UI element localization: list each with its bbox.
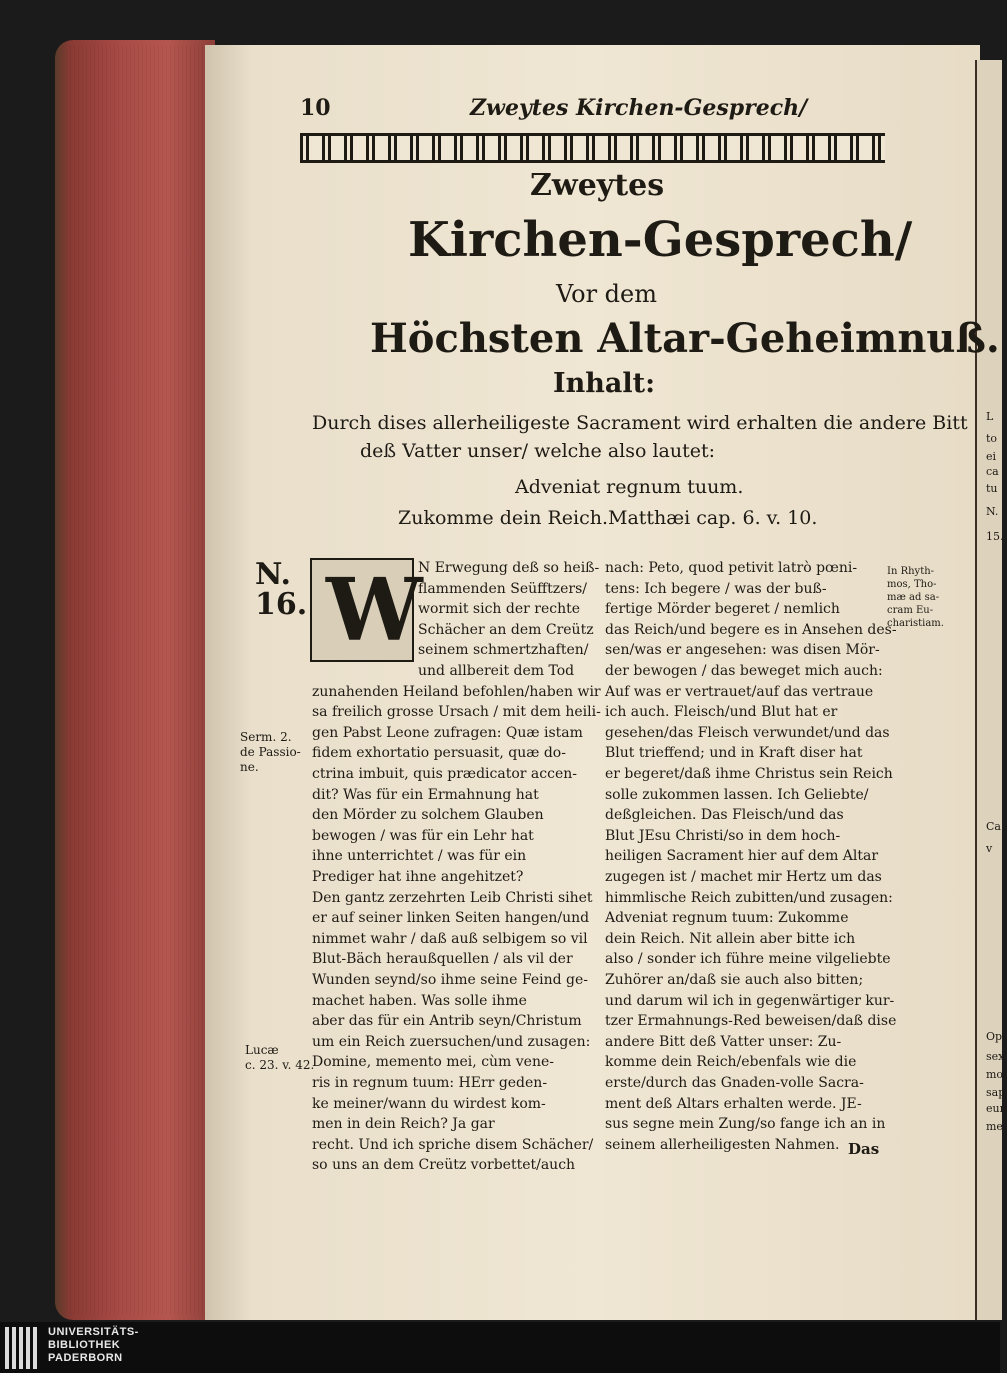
left-column-line: dit? Was für ein Ermahnung hat [312,786,539,803]
library-footer [0,1322,1000,1373]
left-column-line: Schächer an dem Creütz [418,621,594,638]
left-column-line: ris in regnum tuum: HErr geden- [312,1075,548,1091]
right-column-line: ich auch. Fleisch/und Blut hat er [605,704,838,721]
next-page-fragment: Op [986,1030,1003,1043]
next-page-fragment: Ca [986,820,1001,833]
left-column-line: ke meiner/wann du wirdest kom- [312,1095,546,1112]
right-column-line: erste/durch das Gnaden-volle Sacra- [605,1075,864,1091]
margin-note-line: charistiam. [887,618,944,629]
left-column-line: er auf seiner linken Seiten hangen/und [312,910,590,927]
left-column-line: recht. Und ich spriche disem Schächer/ [312,1136,594,1153]
right-column-line: komme dein Reich/ebenfals wie die [605,1054,857,1071]
inhalt-heading: Inhalt: [553,368,656,399]
left-column-line: so uns an dem Creütz vorbettet/auch [312,1157,576,1174]
margin-note-line: mos, Tho- [887,579,937,590]
title-line4: Höchsten Altar-Geheimnuß. [370,315,1000,362]
right-column-line: und darum wil ich in gegenwärtiger kur- [605,992,895,1009]
right-column-line: der bewogen / das beweget mich auch: [605,663,883,679]
margin-note-line: cram Eu- [887,605,934,616]
left-column-line: gen Pabst Leone zufragen: Quæ istam [312,724,583,741]
right-column-line: zugegen ist / machet mir Hertz um das [605,869,882,885]
right-column-line: tzer Ermahnungs-Red beweisen/daß dise [605,1013,897,1030]
page-number: 10 [300,95,331,121]
margin-note-right-rhythmos [887,565,944,630]
margin-note-line: mæ ad sa- [887,592,940,603]
next-page-fragment: ca [986,465,999,478]
library-logo-icon [5,1327,39,1369]
right-column-line: Adveniat regnum tuum: Zukomme [605,910,849,927]
book-edge-texture [70,45,210,1315]
next-page-fragment: tu [986,482,998,495]
right-column-line: ment deß Altars erhalten werde. JE- [605,1095,862,1112]
margin-note-left-sermon [240,730,301,775]
logo-text-line3: PADERBORN [48,1352,123,1364]
right-column-line: gesehen/das Fleisch verwundet/und das [605,724,890,741]
next-page-fragment: me [986,1120,1003,1133]
right-column-line: sen/was er angesehen: was disen Mör- [605,642,880,659]
drop-cap [310,558,423,662]
right-column-line: fertige Mörder begeret / nemlich [605,601,840,618]
left-column-line: um ein Reich zuersuchen/und zusagen: [312,1033,591,1050]
next-page-fragment: eun [986,1102,1007,1115]
left-column-line: sa freilich grosse Ursach / mit dem heili- [312,704,601,721]
right-column-line: dein Reich. Nit allein aber bitte ich [605,930,856,947]
logo-text-line1: UNIVERSITÄTS- [48,1326,139,1338]
right-column-line: seinem allerheiligesten Nahmen. [605,1136,840,1153]
left-column-line: zunahenden Heiland befohlen/haben wir [312,683,601,700]
right-column-line: tens: Ich begere / was der buß- [605,580,827,597]
right-column-line: Auf was er vertrauet/auf das vertraue [605,683,874,700]
left-column-line: Wunden seynd/so ihme seine Feind ge- [312,972,589,988]
next-page-fragment: sap [986,1086,1006,1099]
next-page-fragment: N. [986,505,999,518]
left-column-line: ihne unterrichtet / was für ein [312,848,527,865]
title-line3: Vor dem [556,280,658,308]
margin-note-line: In Rhyth- [887,566,935,577]
margin-note-line: c. 23. v. 42. [245,1058,315,1072]
ornament-border [300,133,885,163]
next-page-fragment: ei [986,450,997,463]
next-page-fragment: v [986,842,993,855]
left-column-line: aber das für ein Antrib seyn/Christum [312,1013,582,1030]
running-title: Zweytes Kirchen-Gesprech/ [470,95,808,121]
left-column-line: men in dein Reich? Ja gar [312,1116,495,1133]
left-column-line: und allbereit dem Tod [418,663,575,679]
next-page-fragment: to [986,432,998,445]
left-column-line: Den gantz zerzehrten Leib Christi sihet [312,889,593,906]
right-column-line: also / sonder ich führe meine vilgeliebte [605,951,891,968]
right-column-line: heiligen Sacrament hier auf dem Altar [605,848,879,865]
drop-cap-letter: W [326,560,423,661]
right-column-line: Blut trieffend; und in Kraft diser hat [605,745,863,762]
left-column-line: ctrina imbuit, quis prædicator accen- [312,766,577,782]
right-column-line: Zuhörer an/daß sie auch also bitten; [605,972,864,988]
left-column-line: N Erwegung deß so heiß- [418,560,600,576]
right-column-line: Blut JEsu Christi/so in dem hoch- [605,827,841,844]
left-column-line: den Mörder zu solchem Glauben [312,807,544,824]
right-column-line: deßgleichen. Das Fleisch/und das [605,807,844,824]
next-page-fragment: mo [986,1068,1004,1081]
bible-reference: Matthæi cap. 6. v. 10. [608,507,818,529]
left-column-line: fidem exhortatio persuasit, quæ do- [312,745,566,762]
right-column-line: andere Bitt deß Vatter unser: Zu- [605,1033,842,1050]
right-column-line: himmlische Reich zubitten/und zusagen: [605,889,893,906]
right-column-line: er begeret/daß ihme Christus sein Reich [605,766,893,782]
latin-quote: Adveniat regnum tuum. [515,476,744,498]
margin-note-line: Serm. 2. [240,730,292,744]
left-column-line: bewogen / was für ein Lehr hat [312,827,534,844]
left-column-line: Domine, memento mei, cùm vene- [312,1054,554,1071]
next-page-fragment: 15. [986,530,1004,543]
title-line1: Zweytes [530,168,665,203]
german-quote: Zukomme dein Reich. [398,507,609,529]
left-column-line: wormit sich der rechte [418,601,581,618]
margin-note-line: ne. [240,760,259,774]
right-column-line: sus segne mein Zung/so fange ich an in [605,1116,886,1133]
summary-line1: Durch dises allerheiligeste Sacrament wird erhalten die andere Bitt [312,412,968,434]
next-page-fragment: sex [986,1050,1005,1063]
left-column-line: seinem schmertzhaften/ [418,642,589,659]
summary-line2: deß Vatter unser/ welche also lautet: [360,440,716,462]
next-page-fragment: L [986,410,994,423]
right-column-line: nach: Peto, quod petivit latrò pœni- [605,560,858,576]
left-column-line: flammenden Seüfftzers/ [418,580,587,597]
margin-note-line: de Passio- [240,745,301,759]
left-column-line: Prediger hat ihne angehitzet? [312,869,524,885]
catchword: Das [848,1140,880,1158]
title-line2: Kirchen-Gesprech/ [408,212,913,268]
margin-note-left-lucae [245,1043,314,1073]
margin-note-line: Lucæ [245,1043,279,1057]
left-column-line: machet haben. Was solle ihme [312,992,527,1009]
right-column-line: das Reich/und begere es in Ansehen des- [605,621,897,638]
logo-text-line2: BIBLIOTHEK [48,1339,121,1351]
left-column-line: nimmet wahr / daß auß selbigem so vil [312,930,588,947]
left-column-line: Blut-Bäch heraußquellen / als vil der [312,951,573,968]
right-column-line: solle zukommen lassen. Ich Geliebte/ [605,786,869,803]
section-number: N. 16. [255,557,308,622]
